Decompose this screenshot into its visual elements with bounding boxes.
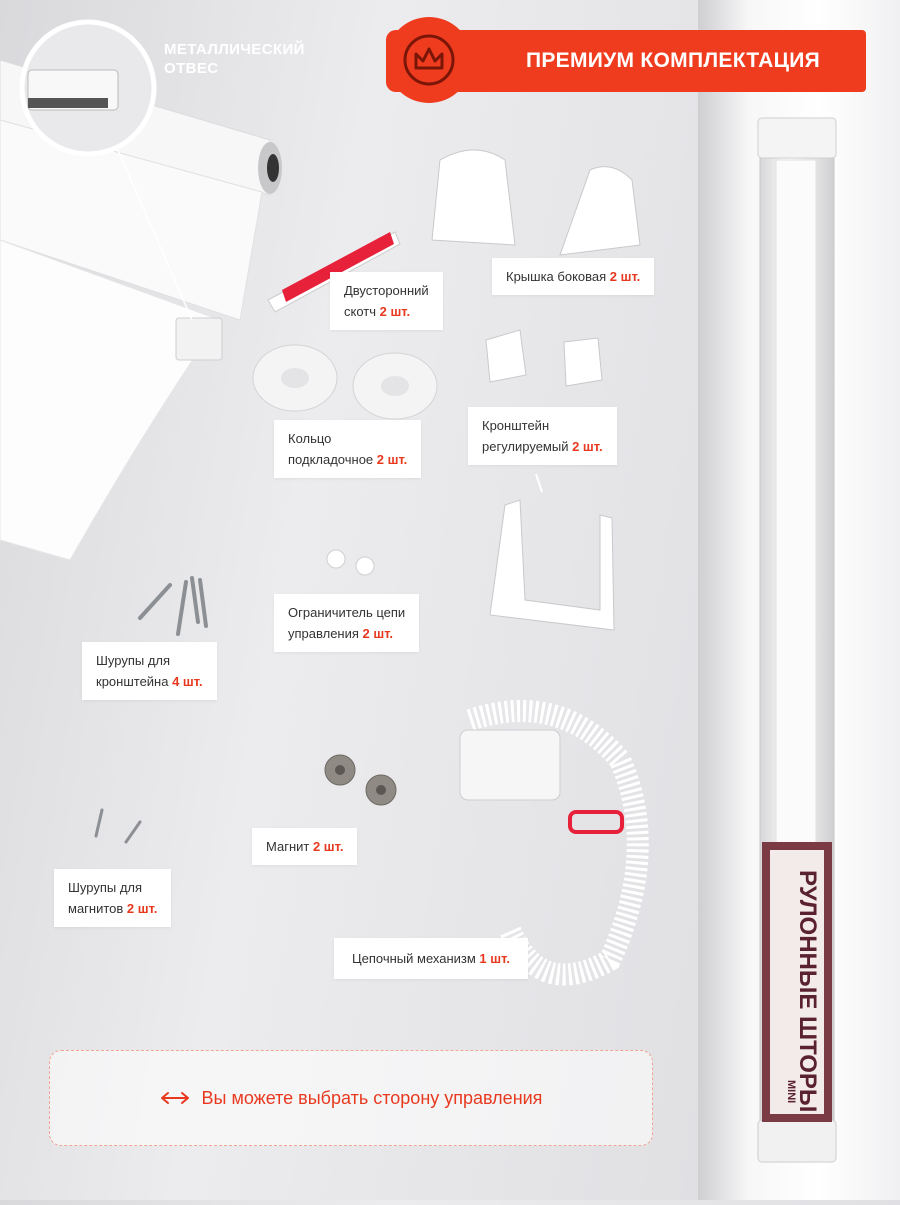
package-brand: MINI xyxy=(785,1080,797,1104)
label-stopper: Ограничитель цепи управления 2 шт. xyxy=(274,594,419,652)
ring-image xyxy=(253,345,437,419)
badge-title: ПРЕМИУМ КОМПЛЕКТАЦИЯ xyxy=(525,49,821,72)
label-bracket: Кронштейн регулируемый 2 шт. xyxy=(468,407,617,465)
product-package-image xyxy=(698,0,900,1200)
magnet-screws-image xyxy=(96,810,140,842)
chain-mechanism-image xyxy=(460,711,638,975)
package-title: РУЛОННЫЕ ШТОРЫ xyxy=(794,870,821,1113)
label-magnet: Магнит 2 шт. xyxy=(252,828,357,865)
label-side-cover: Крышка боковая 2 шт. xyxy=(492,258,654,295)
control-side-note xyxy=(49,1050,653,1146)
label-tape: Двусторонний скотч 2 шт. xyxy=(330,272,443,330)
crown-badge xyxy=(386,17,472,103)
callout-line-2: ОТВЕС xyxy=(164,60,219,77)
control-side-text: Вы можете выбрать сторону управления xyxy=(201,1087,543,1108)
product-package-panel xyxy=(698,0,900,1200)
magnet-image xyxy=(325,755,396,805)
bracket-screws-image xyxy=(140,578,206,634)
label-bracket-screws: Шурупы для кронштейна 4 шт. xyxy=(82,642,217,700)
metal-weight-callout xyxy=(164,40,305,78)
label-magnet-screws: Шурупы для магнитов 2 шт. xyxy=(54,869,171,927)
label-chain: Цепочный механизм 1 шт. xyxy=(334,938,528,979)
left-right-arrow-icon xyxy=(160,1090,190,1106)
crown-icon xyxy=(399,30,459,90)
small-bracket-image xyxy=(486,330,602,386)
stopper-image xyxy=(327,550,374,575)
large-bracket-image xyxy=(490,500,614,630)
side-cover-image xyxy=(432,150,640,255)
label-ring: Кольцо подкладочное 2 шт. xyxy=(274,420,421,478)
callout-line-1: МЕТАЛЛИЧЕСКИЙ xyxy=(164,41,305,58)
